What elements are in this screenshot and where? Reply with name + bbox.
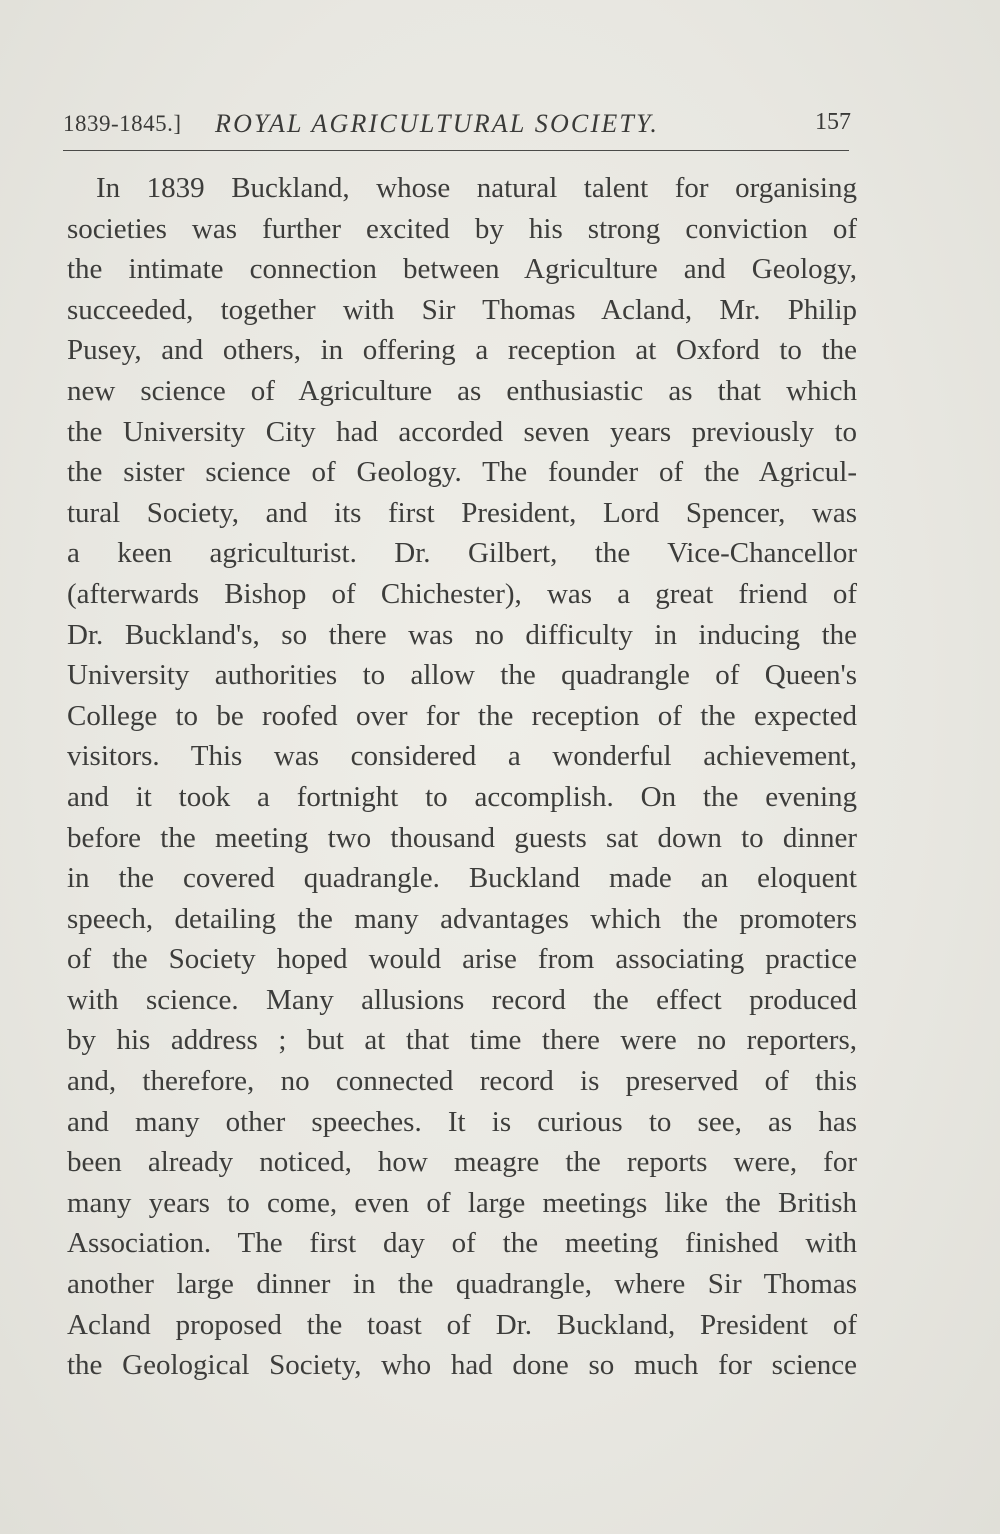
text-line: in the covered quadrangle. Buckland made an eloquent [67, 862, 857, 895]
text-line: before the meeting two thousand guests sat down to dinner [67, 821, 857, 854]
text-line: (afterwards Bishop of Chichester), was a great friend of [67, 577, 857, 610]
text-line: the University City had accorded seven years previously to [67, 415, 857, 448]
text-line: a keen agriculturist. Dr. Gilbert, the Vice-Chancellor [67, 537, 857, 570]
text-line: and it took a fortnight to accomplish. On the evening [67, 780, 857, 813]
text-line: new science of Agriculture as enthusiastic as that which [67, 374, 857, 407]
running-head-title: ROYAL AGRICULTURAL SOCIETY. [215, 109, 660, 138]
text-line: the intimate connection between Agriculture and Geology, [67, 253, 857, 286]
text-line: the Geological Society, who had done so much for science [67, 1349, 857, 1382]
text-line: many years to come, even of large meetings like the British [67, 1186, 857, 1219]
running-head-date-range: 1839-1845.] [63, 111, 182, 136]
text-line: by his address ; but at that time there were no reporters, [67, 1024, 857, 1057]
text-line: the sister science of Geology. The founder of the Agricul- [67, 456, 857, 489]
text-line: Pusey, and others, in offering a reception at Oxford to the [67, 334, 857, 367]
text-line: Association. The first day of the meeting finished with [67, 1227, 857, 1260]
text-line: tural Society, and its first President, Lord Spencer, was [67, 496, 857, 529]
text-line: University authorities to allow the quadrangle of Queen's [67, 659, 857, 692]
text-line: another large dinner in the quadrangle, where Sir Thomas [67, 1268, 857, 1301]
text-line: Acland proposed the toast of Dr. Buckland, President of [67, 1308, 857, 1341]
body-text [67, 168, 857, 1386]
text-line: succeeded, together with Sir Thomas Acland, Mr. Philip [67, 293, 857, 326]
text-line: and, therefore, no connected record is preserved of this [67, 1065, 857, 1098]
text-line: visitors. This was considered a wonderful achievement, [67, 740, 857, 773]
text-line: speech, detailing the many advantages which the promoters [67, 902, 857, 935]
text-line: In 1839 Buckland, whose natural talent for organising [96, 172, 857, 204]
header-rule [63, 150, 849, 151]
text-line: College to be roofed over for the reception of the expected [67, 699, 857, 732]
text-line: been already noticed, how meagre the reports were, for [67, 1146, 857, 1179]
text-line: of the Society hoped would arise from associating practice [67, 943, 857, 976]
text-line: societies was further excited by his strong conviction of [67, 212, 857, 245]
running-head [63, 103, 851, 143]
page-number: 157 [815, 109, 851, 135]
text-line: with science. Many allusions record the effect produced [67, 983, 857, 1016]
text-line: and many other speeches. It is curious to see, as has [67, 1105, 857, 1138]
text-line: Dr. Buckland's, so there was no difficulty in inducing the [67, 618, 857, 651]
